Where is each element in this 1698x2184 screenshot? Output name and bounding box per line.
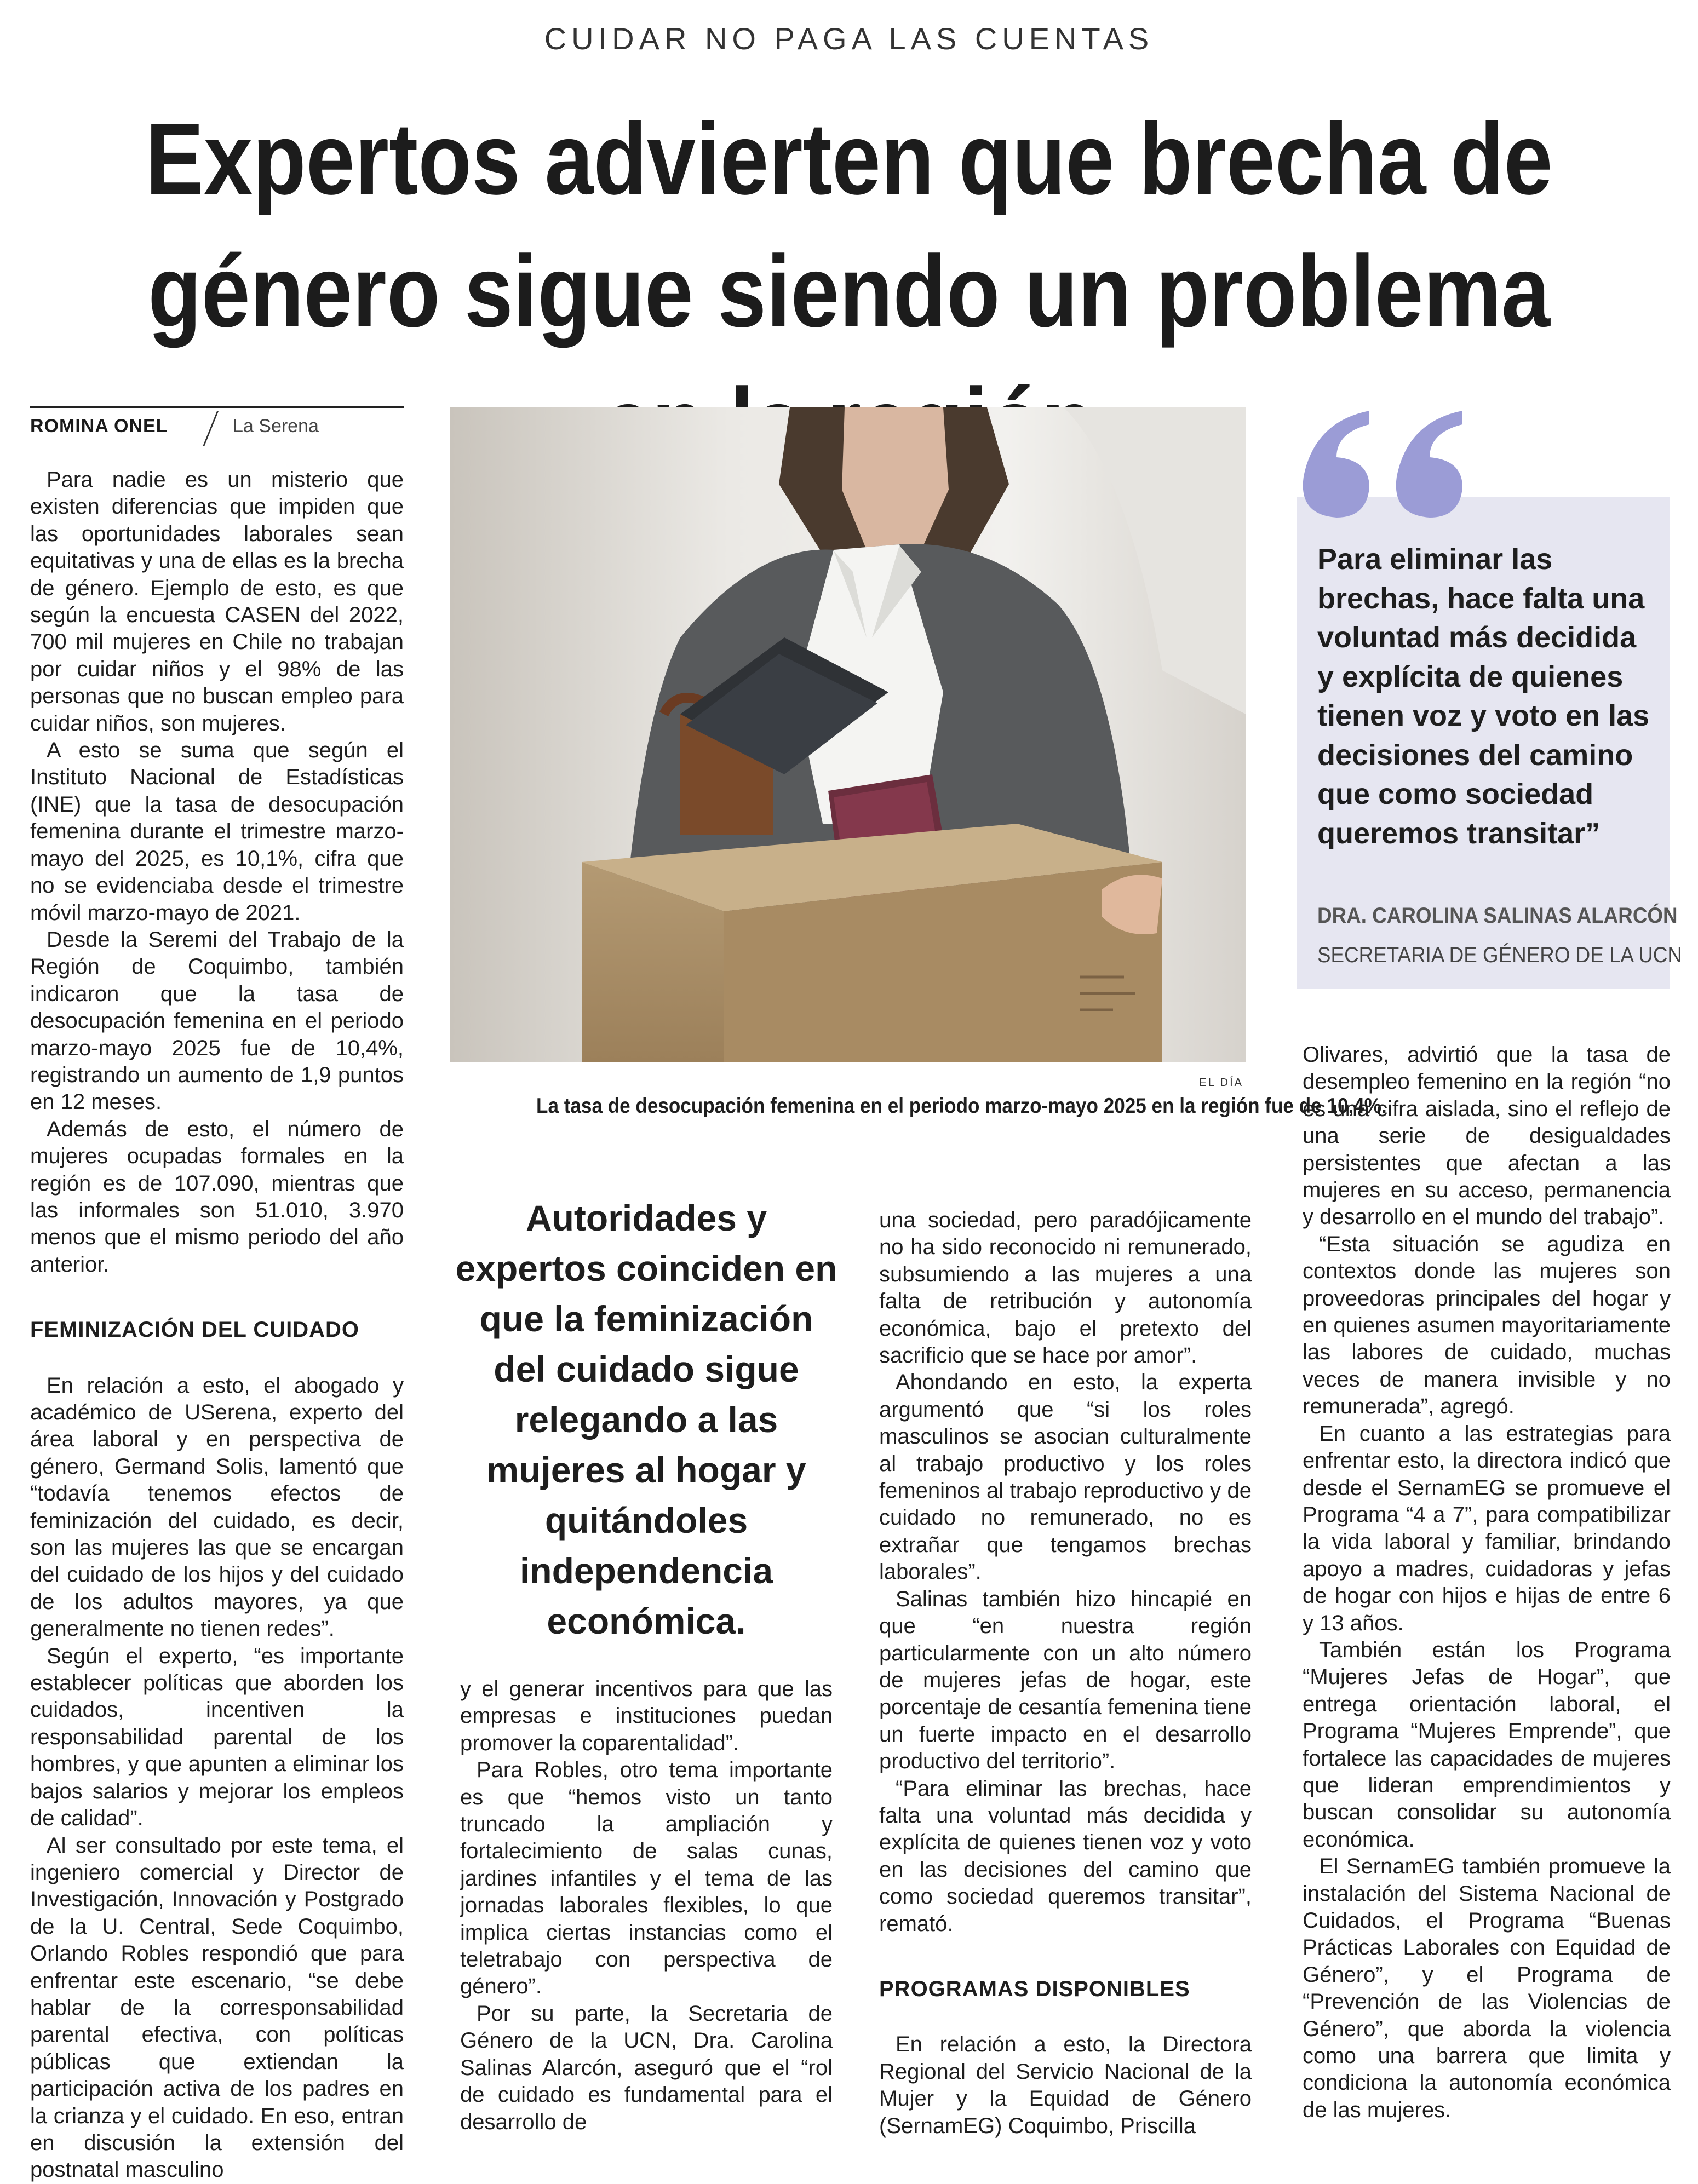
paragraph: Para Robles, otro tema importante es que “hemos visto un tanto truncado la ampliación y fortalecimiento de salas cunas, jardines infantiles y el tema de las jornadas laborales flexibles, lo que implica ciertas instancias como el teletrabajo con perspectiva de género”.	[460, 1758, 833, 1999]
headline: Expertos advierten que brecha de género sigue siendo un problema	[145, 102, 1553, 348]
article-column-1	[30, 467, 404, 2184]
paragraph: “Esta situación se agudiza en contextos donde las mujeres son proveedoras principales del hogar y en quienes asumen mayoritariamente las labores de cuidado, muchas veces de manera invisible y no remunerada”, agregó.	[1303, 1232, 1671, 1419]
paragraph: Por su parte, la Secretaria de Género de la UCN, Dra. Carolina Salinas Alarcón, aseguró que el “rol de cuidado es fundamental para el desarrollo de	[460, 2001, 833, 2134]
paragraph: Desde la Seremi del Trabajo de la Región de Coquimbo, también indicaron que la tasa de desocupación femenina en el periodo marzo-mayo 2025 fue de 10,4%, registrando un aumento de 1,9 puntos en 12 meses.	[30, 927, 404, 1114]
pull-quote: Autoridades y expertos coinciden en que la feminización del cuidado sigue relegando a las mujeres al hogar y quitándoles independencia económica.	[455, 1198, 837, 1641]
article-photo	[450, 407, 1246, 1062]
paragraph: una sociedad, pero paradójicamente no ha sido reconocido ni remunerado, subsumiendo a las mujeres a una falta de retribución y autonomía económica, bajo el pretexto del sacrificio que se hace por amor”.	[879, 1208, 1252, 1368]
byline-city: La Serena	[233, 416, 319, 436]
quote-mark-icon	[1293, 394, 1473, 526]
paragraph: También están los Programa “Mujeres Jefas de Hogar”, que entrega orientación laboral, el Programa “Mujeres Emprende”, que fortalece las capacidades de mujeres que lideran emprendimientos y buscan consolidar su autonomía económica.	[1303, 1637, 1671, 1852]
paragraph: El SernamEG también promueve la instalación del Sistema Nacional de Cuidados, el Programa “Buenas Prácticas Laborales con Equidad de Género”, y el Programa de “Prevención de las Violencias de Género”, que aborda la violencia como una barrera que limita y condiciona la autonomía económica de las mujeres.	[1303, 1854, 1671, 2122]
paragraph: En relación a esto, el abogado y académico de USerena, experto del área laboral y en perspectiva de género, Germand Solis, lamentó que “todavía tenemos efectos de feminización del cuidado, es decir, son las mujeres las que se encargan del cuidado de los hijos y del cuidado de los adultos mayores, ya que generalmente no tienen redes”.	[30, 1373, 404, 1641]
paragraph: Salinas también hizo hincapié en que “en nuestra región particularmente con un alto número de mujeres jefas de hogar, este porcentaje de cesantía femenina tiene un fuerte impacto en el desarrollo productivo del territorio”.	[879, 1587, 1252, 1774]
quote-author: DRA. CAROLINA SALINAS ALARCÓN	[1317, 904, 1678, 928]
paragraph: A esto se suma que según el Instituto Nacional de Estadísticas (INE) que la tasa de desocupación femenina durante el trimestre marzo-mayo del 2025, es 10,1%, cifra que no se evidenciaba desde el trimestre móvil marzo-mayo de 2021.	[30, 738, 404, 925]
woman-with-box-image	[450, 407, 1246, 1062]
byline	[30, 406, 404, 441]
paragraph: Según el experto, “es importante establecer políticas que aborden los cuidados, incentiven la responsabilidad parental de los hombres, y que apunten a eliminar los bajos salarios y mejorar los empleos de calidad”.	[30, 1643, 404, 1831]
paragraph: En relación a esto, la Directora Regional del Servicio Nacional de la Mujer y la Equidad de Género (SernamEG) Coquimbo, Priscilla	[879, 2032, 1252, 2138]
quote-text: Para eliminar las brechas, hace falta una voluntad más decidida y explícita de quienes tienen voz y voto en las decisiones del camino que como sociedad queremos transitar”	[1317, 543, 1650, 850]
quote-author-role: SECRETARIA DE GÉNERO DE LA UCN	[1317, 943, 1682, 967]
paragraph: y el generar incentivos para que las empresas e instituciones puedan promover la coparentalidad”.	[460, 1677, 833, 1755]
paragraph: Al ser consultado por este tema, el ingeniero comercial y Director de Investigación, Innovación y Postgrado de la U. Central, Sede Coquimbo, Orlando Robles respondió que para enfrentar este escenario, “se debe hablar de la corresponsabilidad parental efectiva, con políticas públicas que extiendan la participación activa de los padres en la crianza y el cuidado. En eso, entran en discusión la extensión del postnatal masculino	[30, 1833, 404, 2182]
photo-caption: La tasa de desocupación femenina en el periodo marzo-mayo 2025 en la región fue de 10,4%.	[536, 1094, 1387, 1118]
paragraph: Ahondando en esto, la experta argumentó que “si los roles masculinos se asocian culturalmente al trabajo productivo y los roles femeninos al trabajo reproductivo y de cuidado no remunerado, no es extrañar que tengamos brechas laborales”.	[879, 1370, 1252, 1584]
paragraph: En cuanto a las estrategias para enfrentar esto, la directora indicó que desde el SernamEG se promueve el Programa “4 a 7”, para compatibilizar la vida laboral y familiar, brindando apoyo a madres, cuidadoras y jefas de hogar con hijos e hijas de entre 6 y 13 años.	[1303, 1421, 1671, 1635]
photo-credit: EL DÍA	[1199, 1077, 1243, 1089]
byline-author: ROMINA ONEL	[30, 416, 168, 436]
article-column-4	[1303, 1042, 1671, 2124]
article-column-3	[879, 1207, 1252, 2140]
section-kicker: CUIDAR NO PAGA LAS CUENTAS	[544, 21, 1154, 56]
paragraph: Olivares, advirtió que la tasa de desempleo femenino en la región “no es una cifra aislada, sino el reflejo de una serie de desigualdades persistentes que afectan a las mujeres en su acceso, permanencia y desarrollo en el mundo del trabajo”.	[1303, 1043, 1671, 1229]
subheading-feminizacion: FEMINIZACIÓN DEL CUIDADO	[30, 1318, 360, 1342]
subheading-programas: PROGRAMAS DISPONIBLES	[879, 1976, 1190, 2001]
paragraph: Para nadie es un misterio que existen diferencias que impiden que las oportunidades laborales sean equitativas y una de ellas es la brecha de género. Ejemplo de esto, es que según la encuesta CASEN del 2022, 700 mil mujeres en Chile no trabajan por cuidar niños y el 98% de las personas que no buscan empleo para cuidar niños, son mujeres.	[30, 468, 404, 735]
paragraph: “Para eliminar las brechas, hace falta una voluntad más decidida y explícita de quienes tienen voz y voto en las decisiones del camino que como sociedad queremos transitar”, remató.	[879, 1776, 1252, 1936]
article-column-2	[460, 1676, 833, 2136]
paragraph: Además de esto, el número de mujeres ocupadas formales en la región es de 107.090, mientras que las informales son 51.010, 3.970 menos que el mismo periodo del año anterior.	[30, 1117, 404, 1277]
